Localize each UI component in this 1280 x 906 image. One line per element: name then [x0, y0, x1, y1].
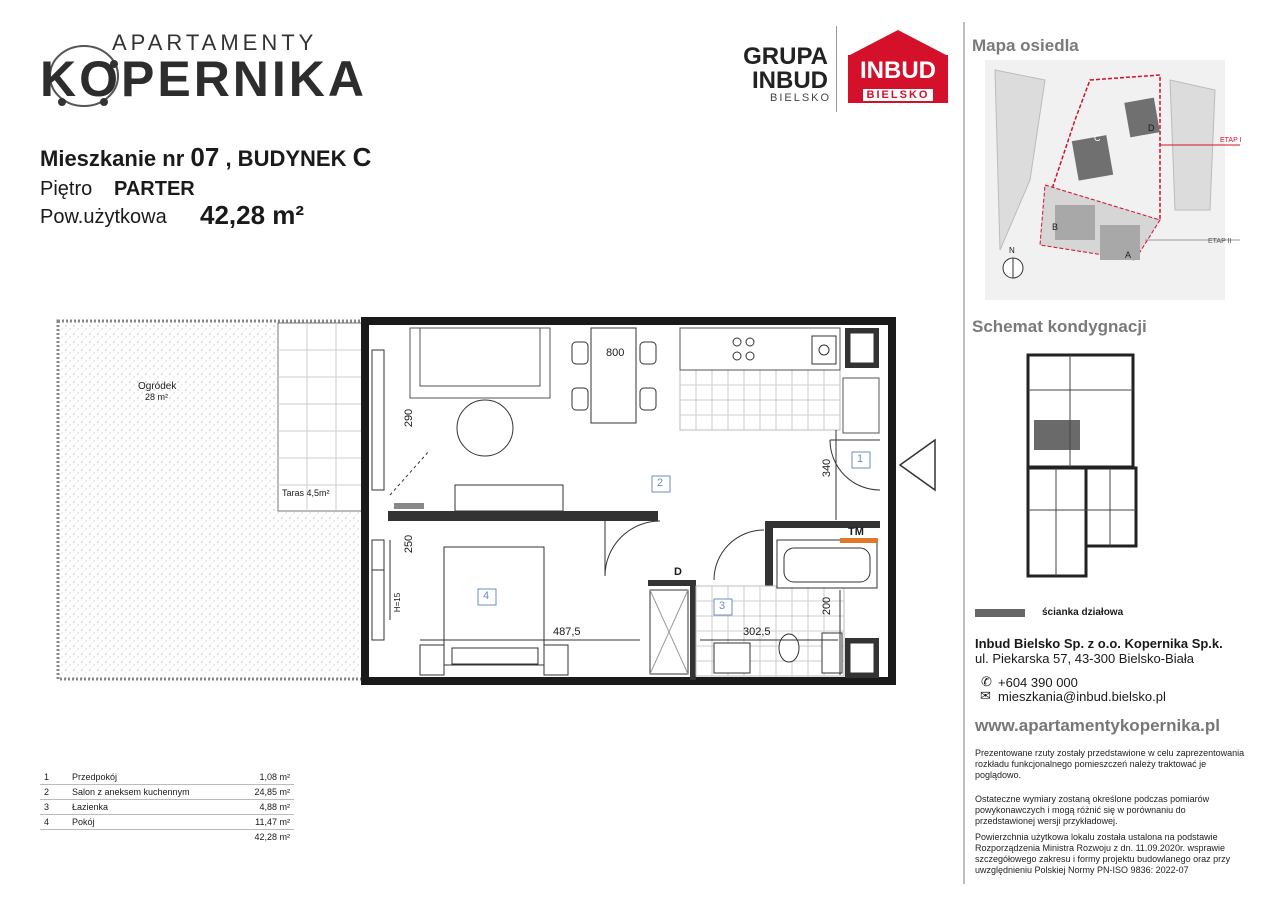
entrance-arrow-icon: [900, 440, 935, 490]
table-row: [40, 815, 294, 830]
website-link[interactable]: www.apartamentykopernika.pl: [975, 716, 1220, 735]
washbasin: [714, 643, 750, 673]
disclaimer-3: Powierzchnia użytkowa lokalu została ustalona na podstawie Rozporządzenia Ministra Rozwoju z dn. 11.09.2020r. wsprawie szczegółowego zakresu i formy projektu budowlanego oraz przy uwzględnieniu Polskiej Normy PN-ISO 9836: 2022-07: [975, 832, 1231, 875]
room-no: 4: [40, 815, 68, 830]
partition-wall: [388, 511, 658, 521]
apartment-number: 07: [190, 142, 220, 172]
dim-250: 250: [403, 534, 416, 554]
phone-icon: ✆: [981, 674, 992, 689]
mail-icon: ✉: [980, 688, 991, 703]
disclaimer-2: Ostateczne wymiary zostaną określone podczas pomiarów powykonawczych i mogą różnić się w porównaniu do przedstawionej wersji przykładowej.: [975, 794, 1210, 826]
floor-label: Piętro: [40, 178, 93, 200]
apartment-label: Mieszkanie nr: [40, 146, 185, 171]
room-tag-2: 2: [657, 477, 664, 489]
terrace: [278, 323, 364, 511]
site-map: [985, 60, 1240, 305]
grupa-inbud-logo: [740, 45, 828, 93]
dining-table: [591, 328, 636, 423]
hall-wardrobe: [843, 378, 879, 433]
grupa-sub: BIELSKO: [770, 92, 832, 104]
garden-label: Ogródek: [138, 381, 177, 392]
map-title: Mapa osiedla: [972, 36, 1079, 55]
area-value: 42,28 m²: [200, 200, 305, 230]
inbud-badge: [848, 55, 948, 103]
tm-mark: TM: [848, 526, 864, 538]
disclaimer-1: Prezentowane rzuty zostały przedstawione w celu zaprezentowania rozkładu funkcjonalnego pomieszczeń należy traktować je poglądowo.: [975, 748, 1245, 780]
company-address: ul. Piekarska 57, 43-300 Bielsko-Biała: [975, 651, 1194, 666]
coffee-table: [457, 400, 513, 456]
room-area: 1,08 m²: [234, 770, 294, 785]
table-row: [40, 770, 294, 785]
sidebar-divider: [963, 22, 965, 884]
room-name: Przedpokój: [68, 770, 234, 785]
room-tag-1: 1: [857, 453, 864, 465]
schema-title: Schemat kondygnacji: [972, 317, 1147, 336]
table-row: [40, 785, 294, 800]
room-name: Łazienka: [68, 800, 234, 815]
inbud-roof-icon: [848, 30, 948, 56]
map-bldg-b: B: [1052, 222, 1059, 232]
building-letter: C: [352, 142, 372, 172]
dim-800: 800: [606, 347, 625, 359]
dim-4875: 487,5: [553, 626, 581, 638]
dim-340: 340: [821, 458, 834, 478]
north-label: N: [1009, 246, 1015, 255]
tm-marker: [840, 538, 878, 543]
table-total-row: [40, 830, 294, 845]
map-bldg-d: D: [1148, 123, 1155, 133]
dim-3025: 302,5: [743, 626, 771, 638]
brand-name: KOPERNIKA: [40, 51, 368, 107]
room-name: Pokój: [68, 815, 234, 830]
building-label: , BUDYNEK: [225, 146, 347, 171]
floor-value: PARTER: [114, 178, 195, 200]
room-name: Salon z aneksem kuchennym: [68, 785, 234, 800]
area-label: Pow.użytkowa: [40, 206, 167, 228]
room-no: 2: [40, 785, 68, 800]
room-area: 11,47 m²: [234, 815, 294, 830]
map-bldg-a: A: [1125, 250, 1132, 260]
table-row: [40, 800, 294, 815]
apartment-title: [40, 142, 371, 173]
room-no: 3: [40, 800, 68, 815]
etap2-label: ETAP II: [1208, 238, 1232, 245]
map-bldg-c: C: [1094, 133, 1101, 143]
floor-plan: [0, 300, 960, 700]
inbud-badge-sub: BIELSKO: [863, 89, 934, 101]
dim-290: 290: [403, 408, 416, 428]
total-area: 42,28 m²: [254, 832, 290, 842]
room-no: 1: [40, 770, 68, 785]
phone[interactable]: +604 390 000: [998, 675, 1078, 690]
floor-schema: [1020, 350, 1140, 580]
etap1-label: ETAP I: [1220, 137, 1242, 144]
rooms-table: [40, 770, 294, 844]
legend-label: ścianka działowa: [1042, 607, 1124, 618]
logo-divider: [836, 26, 837, 112]
inbud-badge-word: INBUD: [860, 57, 936, 84]
grupa-line2: INBUD: [752, 67, 828, 94]
company-name: Inbud Bielsko Sp. z o.o. Kopernika Sp.k.: [975, 636, 1223, 651]
bathroom-wall: [765, 521, 773, 591]
room-tag-3: 3: [719, 600, 726, 612]
dim-200: 200: [821, 596, 834, 616]
garden-area: 28 m²: [145, 392, 169, 402]
tv-stand: [455, 485, 563, 511]
grupa-line1: GRUPA: [743, 43, 828, 70]
bed: [444, 547, 544, 665]
legend-swatch: [975, 609, 1025, 617]
brand-tagline: APARTAMENTY: [112, 30, 318, 55]
kitchen-tiles: [680, 370, 840, 430]
window-height: H=15: [393, 592, 403, 613]
toilet: [779, 634, 799, 662]
room-tag-4: 4: [483, 590, 490, 602]
email[interactable]: mieszkania@inbud.bielsko.pl: [998, 689, 1166, 704]
room-area: 4,88 m²: [234, 800, 294, 815]
terrace-label: Taras 4,5m²: [282, 488, 330, 498]
d-mark: D: [674, 566, 682, 578]
room-area: 24,85 m²: [234, 785, 294, 800]
